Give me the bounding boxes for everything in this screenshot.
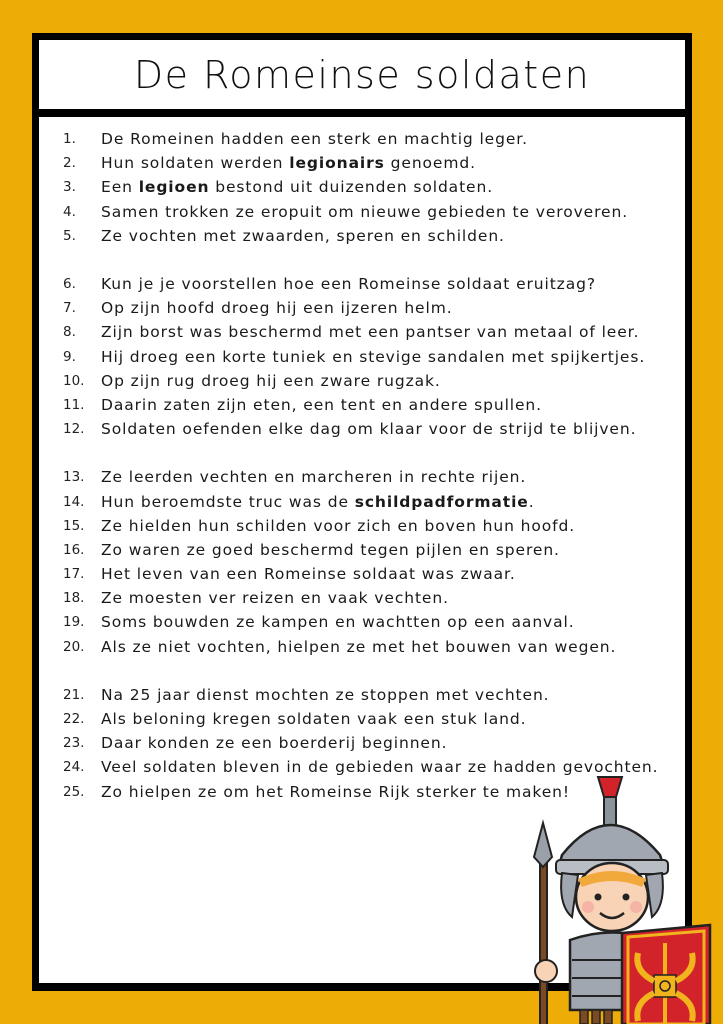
sentence-text [101, 493, 535, 511]
sentence-line [39, 514, 685, 538]
text-fragment: Na 25 jaar dienst mochten ze stoppen met vechten. [101, 685, 550, 704]
sentence-line [39, 320, 685, 344]
text-fragment: Kun je je voorstellen hoe een Romeinse soldaat eruitzag? [101, 275, 596, 294]
line-number: 7. [63, 300, 76, 317]
line-number: 9. [63, 348, 76, 365]
text-fragment: Ze hielden hun schilden voor zich en boven hun hoofd. [101, 516, 576, 535]
text-fragment: Soms bouwden ze kampen en wachtten op een aanval. [101, 613, 575, 632]
text-fragment: genoemd. [384, 154, 476, 173]
text-fragment: De Romeinen hadden een sterk en machtig leger. [101, 130, 528, 149]
sentence-text [101, 589, 449, 607]
sentence-text [101, 613, 575, 631]
line-number: 12. [63, 421, 85, 438]
sentence-group [39, 127, 685, 248]
text-fragment: Als ze niet vochten, hielpen ze met het bouwen van wegen. [101, 637, 617, 656]
bold-term: legionairs [289, 154, 385, 173]
sentence-line [39, 175, 685, 199]
sentence-text [101, 396, 542, 414]
sentence-line [39, 127, 685, 151]
line-number: 20. [63, 638, 85, 655]
sentence-text [101, 468, 526, 486]
sentence-line [39, 151, 685, 175]
line-number: 23. [63, 735, 85, 752]
title-box [39, 40, 685, 109]
sentence-line [39, 610, 685, 634]
sentence-text [101, 541, 560, 559]
text-fragment: Zo hielpen ze om het Romeinse Rijk sterker te maken! [101, 782, 571, 801]
sentence-text [101, 178, 493, 196]
sentence-text [101, 783, 570, 801]
sentence-text [101, 299, 453, 317]
sentence-line [39, 707, 685, 731]
bold-term: schildpadformatie [354, 492, 529, 511]
sentence-line [39, 369, 685, 393]
text-fragment: Ze vochten met zwaarden, speren en schilden. [101, 226, 505, 245]
text-fragment: Soldaten oefenden elke dag om klaar voor de strijd te blijven. [101, 420, 637, 439]
line-number: 2. [63, 155, 76, 172]
sentence-group [39, 272, 685, 441]
sentence-text [101, 323, 639, 341]
sentence-line [39, 538, 685, 562]
sentence-line [39, 417, 685, 441]
sentence-line [39, 683, 685, 707]
sentence-text [101, 565, 516, 583]
text-fragment: Een [101, 178, 139, 197]
line-number: 6. [63, 276, 76, 293]
text-fragment: . [528, 492, 535, 511]
sentence-line [39, 200, 685, 224]
sentence-group [39, 465, 685, 659]
sentence-line [39, 345, 685, 369]
line-number: 13. [63, 469, 85, 486]
sentence-line [39, 465, 685, 489]
sentence-text [101, 710, 526, 728]
text-fragment: Veel soldaten bleven in de gebieden waar ze hadden gevochten. [101, 758, 659, 777]
line-number: 11. [63, 396, 85, 413]
text-fragment: Zijn borst was beschermd met een pantser van metaal of leer. [101, 323, 640, 342]
sentence-list [39, 127, 685, 828]
text-fragment: Zo waren ze goed beschermd tegen pijlen en speren. [101, 540, 560, 559]
line-number: 24. [63, 759, 85, 776]
sentence-line [39, 272, 685, 296]
bold-term: legioen [138, 178, 210, 197]
sentence-text [101, 348, 645, 366]
roman-soldier-icon [530, 775, 720, 1024]
sentence-text [101, 517, 575, 535]
sentence-line [39, 562, 685, 586]
sentence-text [101, 130, 528, 148]
text-fragment: Op zijn hoofd droeg hij een ijzeren helm. [101, 299, 453, 318]
text-fragment: Het leven van een Romeinse soldaat was zwaar. [101, 565, 516, 584]
line-number: 18. [63, 590, 85, 607]
line-number: 21. [63, 686, 85, 703]
line-number: 25. [63, 783, 85, 800]
sentence-text [101, 275, 596, 293]
text-fragment: Ze leerden vechten en marcheren in rechte rijen. [101, 468, 527, 487]
sentence-line [39, 393, 685, 417]
text-fragment: Hun beroemdste truc was de [101, 492, 355, 511]
line-number: 1. [63, 131, 76, 148]
sentence-line [39, 731, 685, 755]
sentence-text [101, 420, 636, 438]
line-number: 14. [63, 493, 85, 510]
line-number: 3. [63, 179, 76, 196]
line-number: 8. [63, 324, 76, 341]
page-title: De Romeinse soldaten [133, 52, 591, 97]
sentence-line [39, 224, 685, 248]
line-number: 16. [63, 541, 85, 558]
text-fragment: bestond uit duizenden soldaten. [209, 178, 494, 197]
text-fragment: Hun soldaten werden [101, 154, 290, 173]
text-fragment: Daar konden ze een boerderij beginnen. [101, 734, 448, 753]
sentence-text [101, 372, 441, 390]
text-fragment: Als beloning kregen soldaten vaak een stuk land. [101, 710, 527, 729]
sentence-text [101, 154, 476, 172]
sentence-line [39, 586, 685, 610]
text-fragment: Samen trokken ze eropuit om nieuwe gebieden te veroveren. [101, 202, 629, 221]
line-number: 4. [63, 203, 76, 220]
text-fragment: Ze moesten ver reizen en vaak vechten. [101, 589, 449, 608]
text-fragment: Hij droeg een korte tuniek en stevige sandalen met spijkertjes. [101, 347, 646, 366]
sentence-text [101, 203, 628, 221]
line-number: 19. [63, 614, 85, 631]
line-number: 17. [63, 566, 85, 583]
text-fragment: Daarin zaten zijn eten, een tent en andere spullen. [101, 395, 542, 414]
line-number: 15. [63, 517, 85, 534]
line-number: 22. [63, 711, 85, 728]
sentence-text [101, 638, 616, 656]
sentence-line [39, 296, 685, 320]
sentence-text [101, 227, 505, 245]
sentence-text [101, 686, 550, 704]
text-fragment: Op zijn rug droeg hij een zware rugzak. [101, 371, 441, 390]
line-number: 5. [63, 227, 76, 244]
sentence-line [39, 635, 685, 659]
line-number: 10. [63, 372, 85, 389]
sentence-line [39, 489, 685, 513]
sentence-text [101, 734, 447, 752]
sentence-text [101, 758, 658, 776]
